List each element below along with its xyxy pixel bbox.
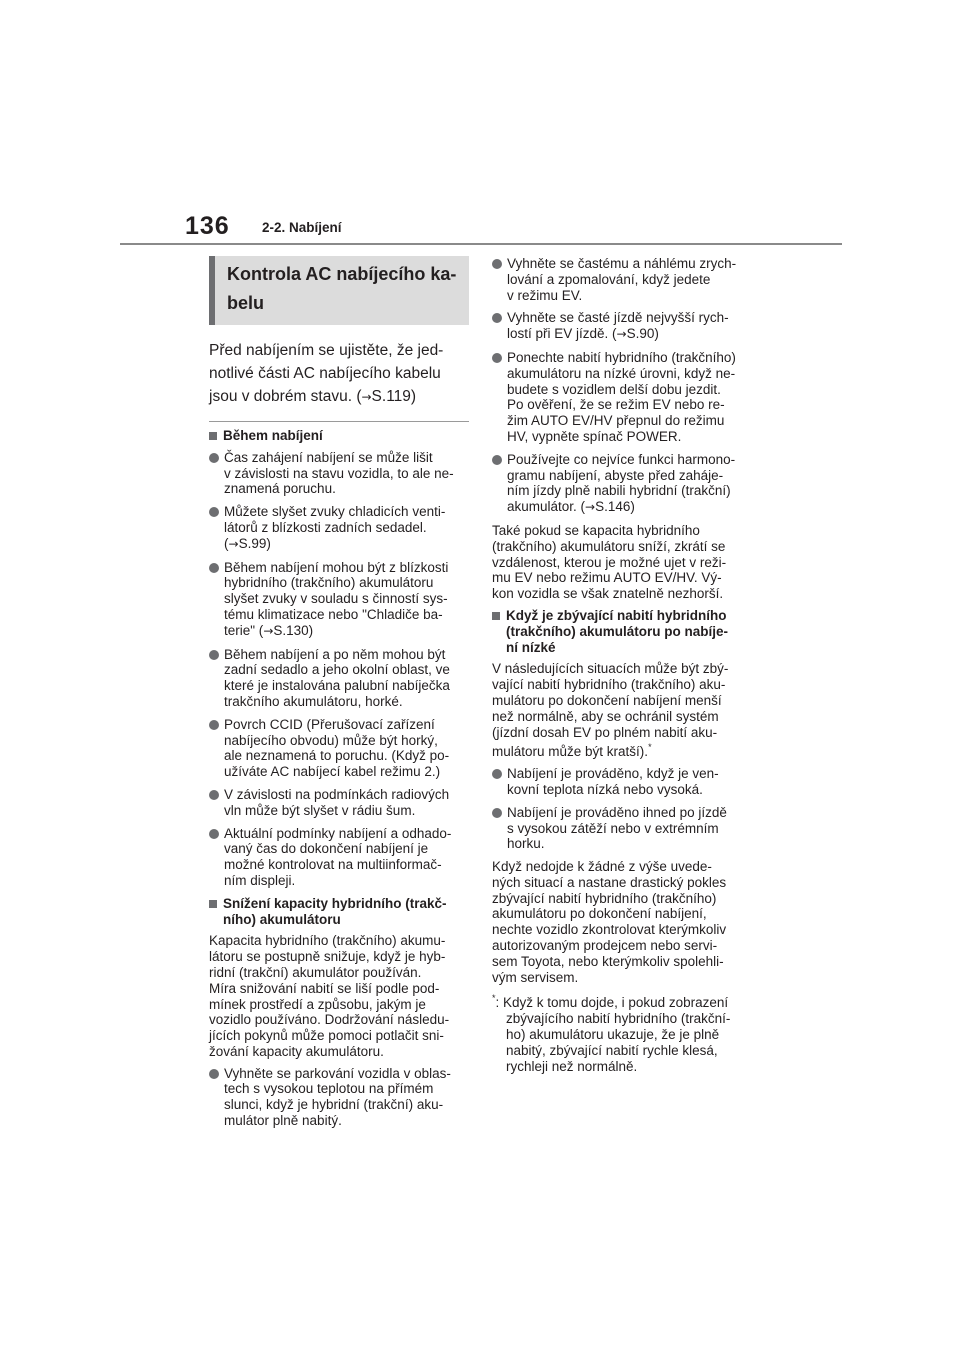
header-divider (120, 243, 842, 245)
list-item (209, 504, 469, 552)
text-line: které je instalována palubní nabíječka (224, 678, 450, 694)
list-item (209, 826, 469, 889)
text-line: (trakčního) akumulátoru sníží, zkrátí se (492, 538, 726, 554)
text-line: nechte vozidlo zkontrolovat kterýmkoliv (492, 922, 727, 938)
list-item-text (224, 450, 454, 497)
footnote-marker: * (492, 993, 496, 1004)
list-item-text (507, 805, 727, 852)
text-line: žování kapacity akumulátoru. (209, 1043, 384, 1059)
text-line: Povrch CCID (Přerušovací zařízení (224, 716, 435, 732)
text-line: akumulátor. ( (507, 499, 586, 515)
text-line: tému klimatizace nebo "Chladiče ba- (224, 606, 443, 622)
text-line: Vyhněte se častému a náhlému zrych- (507, 256, 737, 271)
bullet-icon (492, 769, 502, 779)
heading-line-1: Kontrola AC nabíjecího ka- (227, 264, 457, 284)
text-line: nabíjecího obvodu) může být horký, (224, 732, 438, 748)
list-item-text (224, 1066, 451, 1129)
text-line: mulátoru po dokončení nabíjení menší (492, 692, 722, 708)
page-reference: S.90) (626, 326, 659, 342)
text-line: budete s vozidlem delší dobu jezdit. (507, 381, 721, 397)
text-line: gramu nabíjení, abyste před zaháje- (507, 467, 724, 483)
text-line: Když nedojde k žádné z výše uvede- (492, 859, 712, 875)
text-line: hybridního (trakčního) akumulátoru (224, 575, 434, 591)
text-line: Míra snižování nabití se liší podle pod- (209, 980, 440, 996)
text-line: vzdálenost, kterou je možné ujet v reži- (492, 554, 727, 570)
text-line: látoru se postupně snižuje, když je hyb- (209, 949, 446, 965)
arrow-icon: → (263, 623, 274, 638)
bullet-icon (492, 353, 502, 363)
text-line: lování a zpomalování, když jedete (507, 271, 711, 287)
list-item (209, 647, 469, 710)
page-number: 136 (185, 212, 230, 240)
text-line: kovní teplota nízká nebo vysoká. (507, 781, 703, 797)
text-line: mulátoru může být kratší). (492, 744, 649, 760)
list-item (492, 310, 752, 343)
text-line: ního) akumulátoru (223, 911, 341, 927)
divider (209, 421, 469, 422)
page-reference: S.130) (273, 622, 314, 638)
bullet-icon (209, 720, 219, 730)
arrow-icon: → (228, 536, 239, 551)
list-item (492, 766, 752, 798)
text-line: látorů z blízkosti zadních sedadel. (224, 519, 427, 535)
text-line: v režimu EV. (507, 287, 583, 303)
bullet-icon (209, 563, 219, 573)
text-line: Když je zbývající nabití hybridního (506, 607, 727, 623)
text-line: žim AUTO EV/HV přepnul do režimu (507, 413, 725, 429)
text-line: vaný čas do dokončení nabíjení je (224, 841, 429, 857)
left-column (209, 256, 469, 1136)
text-line: zbývajícího nabití hybridního (trakční- (506, 1011, 731, 1027)
text-line: ní nízké (506, 639, 556, 655)
text-line: trakčního akumulátoru, horké. (224, 693, 403, 709)
footnote-text (492, 991, 730, 1074)
square-bullet-icon (209, 432, 217, 440)
text-line: autorizovaným prodejcem nebo servi- (492, 938, 718, 954)
text-line: lostí při EV jízdě. ( (507, 326, 617, 342)
square-bullet-icon (209, 900, 217, 908)
intro-line: jsou v dobrém stavu. ( (209, 388, 362, 405)
text-line: zbývající nabití hybridního (trakčního) (492, 890, 717, 906)
text-line: Nabíjení je prováděno ihned po jízdě (507, 804, 727, 820)
bullet-icon (209, 790, 219, 800)
list-item (492, 350, 752, 445)
list-item-text (224, 787, 449, 819)
text-line: slunci, když je hybridní (trakční) aku- (224, 1097, 444, 1113)
text-line: ním jízdy plně nabili hybridní (trakční) (507, 483, 731, 499)
text-line: vající nabití hybridního (trakčního) aku- (492, 677, 726, 693)
bullet-icon (492, 313, 502, 323)
page-reference: S.146) (595, 499, 635, 515)
text-line: Vyhněte se parkování vozidla v oblas- (224, 1065, 451, 1081)
list-item-text (224, 560, 448, 640)
bullet-icon (492, 455, 502, 465)
text-line: Snížení kapacity hybridního (trakč- (223, 895, 447, 911)
text-line: než normálně, aby se ochránil systém (492, 708, 719, 724)
text-line: V následujících situacích může být zbý- (492, 661, 729, 677)
subheading (209, 428, 469, 444)
list-item (492, 256, 752, 303)
list-item (209, 787, 469, 819)
text-line: Během nabíjení mohou být z blízkosti (224, 559, 449, 575)
text-line: Vyhněte se časté jízdě nejvyšší rych- (507, 310, 729, 326)
text-line: jících pokynů může pomoci potlačit sni- (209, 1028, 444, 1044)
text-line: tech s vysokou teplotou na přímém (224, 1081, 434, 1097)
text-line: zadní sedadlo a jeho okolní oblast, ve (224, 662, 450, 678)
list-item-text (224, 717, 449, 780)
subheading (209, 896, 469, 928)
arrow-icon: → (585, 500, 596, 515)
text-line: mu EV nebo režimu AUTO EV/HV. Vý- (492, 570, 722, 586)
list-item (492, 805, 752, 852)
list-item (209, 560, 469, 640)
bullet-icon (492, 259, 502, 269)
subheading-text (223, 896, 447, 928)
footnote-marker: * (648, 742, 652, 753)
right-column (492, 256, 752, 1074)
bullet-icon (209, 829, 219, 839)
heading-line-2: belu (227, 293, 265, 313)
intro-line: Před nabíjením se ujistěte, že jed- (209, 342, 444, 359)
text-line: terie" ( (224, 622, 264, 638)
paragraph (492, 523, 752, 602)
bullet-icon (492, 808, 502, 818)
text-line: (jízdní dosah EV po plném nabití aku- (492, 724, 718, 740)
bullet-icon (209, 1069, 219, 1079)
heading-box (209, 256, 469, 325)
list-item-text (507, 766, 719, 798)
paragraph (492, 859, 752, 985)
text-line: Aktuální podmínky nabíjení a odhado- (224, 825, 452, 841)
text-line: znamená poruchu. (224, 481, 336, 497)
bullet-icon (209, 507, 219, 517)
page-reference: S.119) (371, 388, 417, 405)
text-line: v závislosti na stavu vozidla, to ale ne- (224, 465, 454, 481)
text-line: Používejte co nejvíce funkci harmono- (507, 451, 736, 467)
subheading-text (506, 608, 728, 655)
text-line: HV, vypněte spínač POWER. (507, 428, 682, 444)
list-item-text (224, 826, 451, 889)
arrow-icon: → (616, 327, 627, 342)
text-line: s vysokou zátěží nebo v extrémním (507, 820, 719, 836)
list-item-text (507, 350, 736, 445)
intro-text (209, 339, 469, 409)
square-bullet-icon (492, 612, 500, 620)
text-line: Také pokud se kapacita hybridního (492, 522, 700, 538)
bullet-icon (209, 453, 219, 463)
text-line: Nabíjení je prováděno, když je ven- (507, 766, 719, 782)
list-item (209, 717, 469, 780)
section-title: 2-2. Nabíjení (262, 220, 342, 235)
text-line: Čas zahájení nabíjení se může lišit (224, 449, 433, 465)
text-line: slyšet zvuky v souladu s činností sys- (224, 591, 448, 607)
list-item-text (507, 452, 735, 516)
list-item-text: Můžete slyšet zvuky chladicích venti- látorů z blízkosti zadních sedadel. (→S.99) (224, 504, 446, 551)
text-line: V závislosti na podmínkách radiových (224, 786, 450, 802)
text-line: ných situací a nastane drastický pokles (492, 874, 727, 890)
paragraph (492, 661, 752, 760)
arrow-icon: → (361, 390, 372, 404)
page-reference: S.99) (238, 535, 271, 551)
list-item (492, 452, 752, 516)
list-item (209, 450, 469, 497)
text-line: rychleji než normálně. (506, 1058, 638, 1074)
text-line: sem Toyota, nebo kterýmkoliv spolehli- (492, 953, 724, 969)
text-line: vozidlo používáno. Dodržování následu- (209, 1012, 450, 1028)
text-line: ale neznamená to poruchu. (Když po- (224, 748, 450, 764)
text-line: horku. (507, 836, 545, 852)
text-line: (trakčního) akumulátoru po nabíje- (506, 623, 729, 639)
text-line: možné kontrolovat na multiinformač- (224, 857, 442, 873)
subheading (492, 608, 752, 655)
text-line: ridní (trakční) akumulátor používán. (209, 964, 422, 980)
subheading-text: Během nabíjení (223, 428, 323, 443)
text-line: Ponechte nabití hybridního (trakčního) (507, 349, 736, 365)
text-line: : Když k tomu dojde, i pokud zobrazení (495, 995, 729, 1011)
text-line: vln může být slyšet v rádiu šum. (224, 802, 416, 818)
text-line: Po ověření, že se režim EV nebo re- (507, 397, 725, 413)
text-line: vým servisem. (492, 969, 579, 985)
text-line: akumulátoru po dokončení nabíjení, (492, 906, 707, 922)
text-line: Kapacita hybridního (trakčního) akumu- (209, 933, 446, 949)
text-line: akumulátoru na nízké úrovni, když ne- (507, 365, 736, 381)
footnote (492, 991, 752, 1074)
text-line: mulátor plně nabitý. (224, 1113, 342, 1129)
text-line: užíváte AC nabíjecí kabel režimu 2.) (224, 764, 441, 780)
list-item-text (224, 647, 450, 710)
intro-line: notlivé části AC nabíjecího kabelu (209, 365, 441, 382)
text-line: ho) akumulátoru ukazuje, že je plně (506, 1027, 720, 1043)
list-item-text (507, 256, 736, 303)
text-line: Během nabíjení a po něm mohou být (224, 646, 446, 662)
text-line: kon vozidla se však znatelně nezhorší. (492, 586, 724, 602)
paragraph (209, 933, 469, 1059)
bullet-icon (209, 650, 219, 660)
list-item-text (507, 310, 729, 343)
list-item (209, 1066, 469, 1129)
text-line: ním displeji. (224, 872, 296, 888)
text-line: mínek prostředí a způsobu, jakým je (209, 996, 426, 1012)
text-line: nabitý, zbývající nabití rychle klesá, (506, 1042, 718, 1058)
text-line: Můžete slyšet zvuky chladicích venti- (224, 504, 446, 520)
